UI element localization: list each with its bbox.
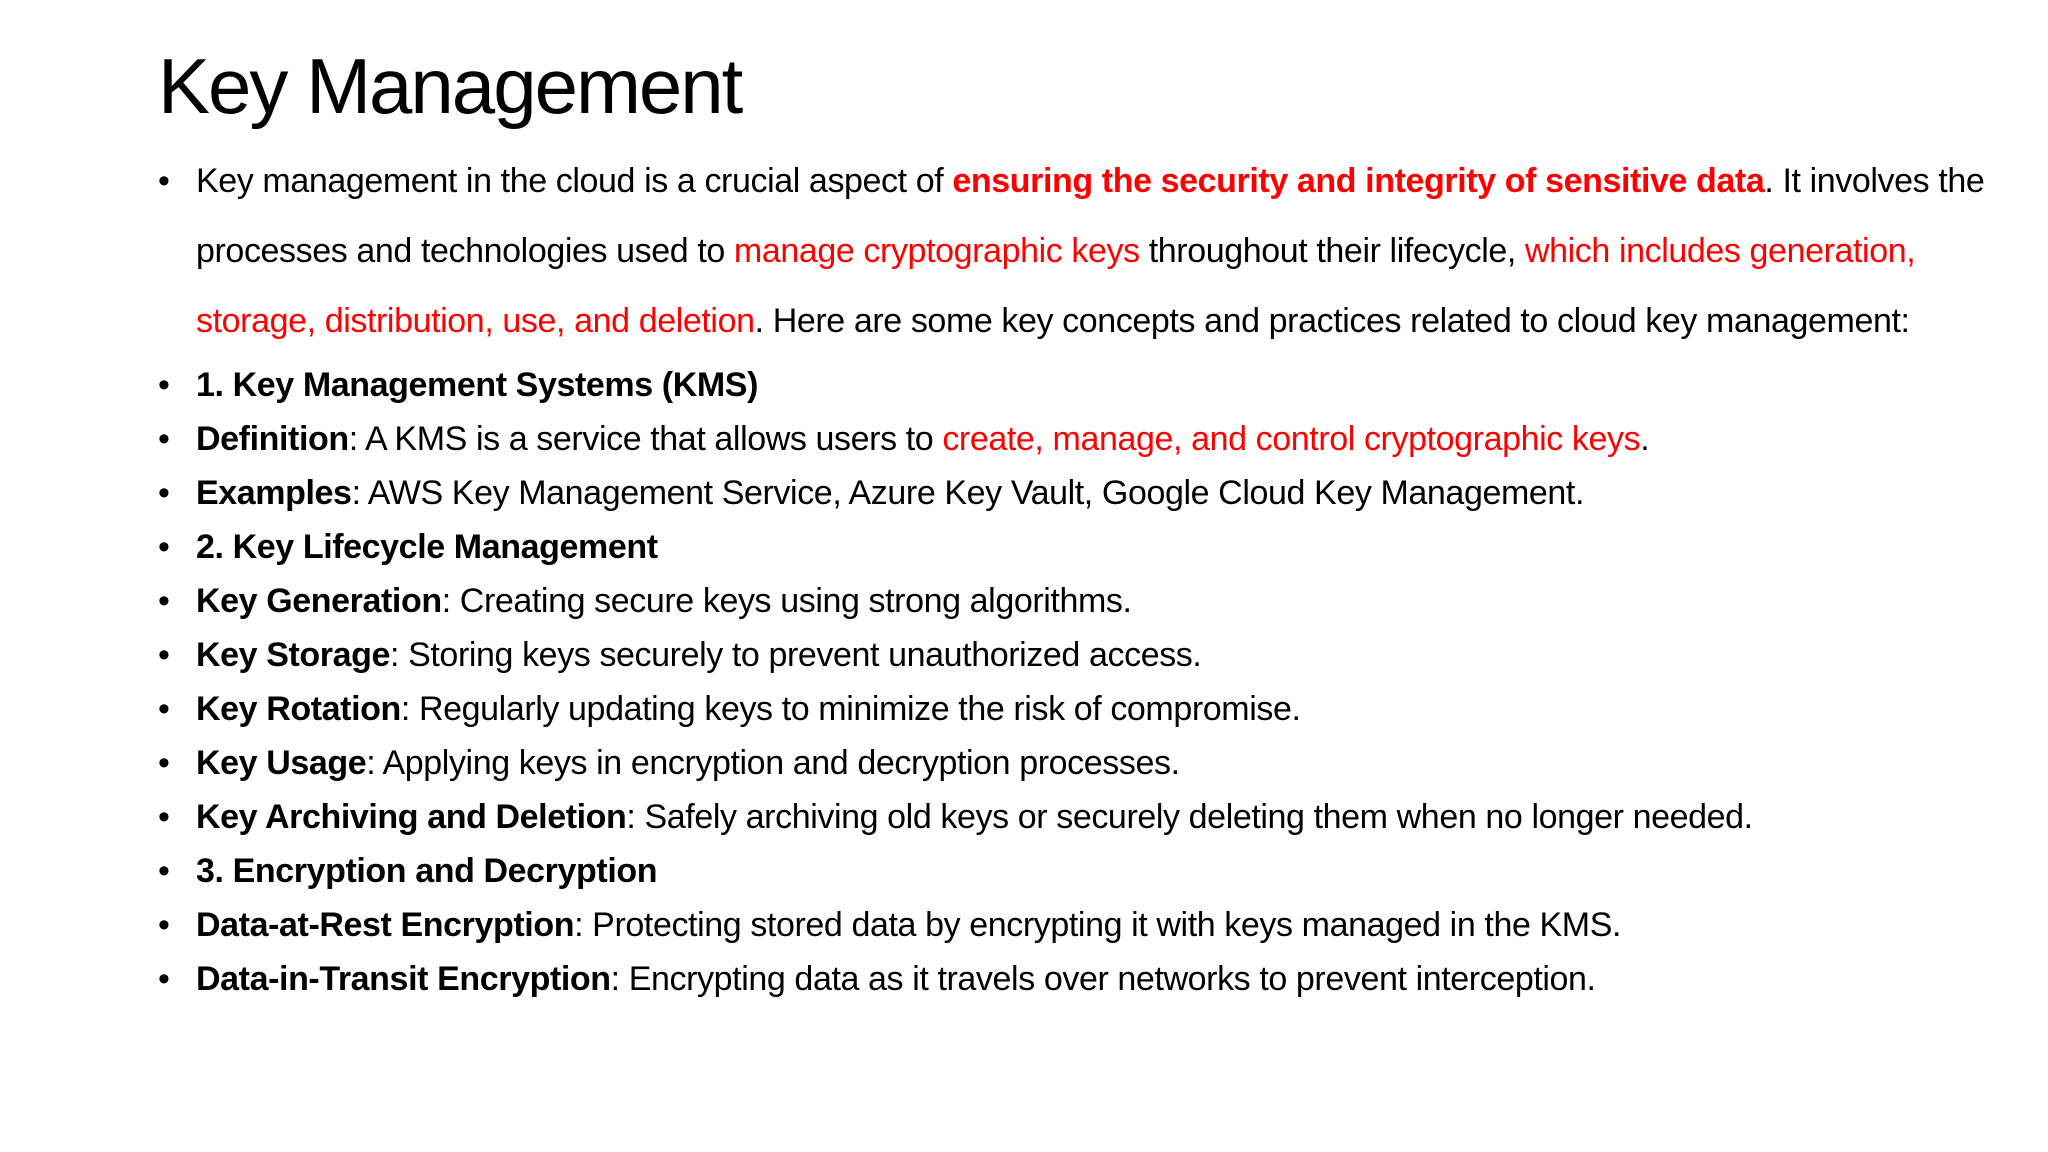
bullet-end: .	[1640, 420, 1650, 458]
bullet-text: : Creating secure keys using strong algorithms.	[441, 582, 1132, 620]
bullet-term: Key Usage	[196, 744, 367, 782]
bullet-kms-heading	[158, 358, 2018, 412]
bullet-key-storage	[158, 628, 2018, 682]
bullet-term: 1. Key Management Systems (KMS)	[196, 366, 758, 404]
bullet-text: : Applying keys in encryption and decryption processes.	[366, 744, 1180, 782]
bullet-term: Key Generation	[196, 582, 442, 620]
intro-text-3: throughout their lifecycle,	[1139, 232, 1525, 270]
bullet-examples	[158, 466, 2018, 520]
bullet-key-rotation	[158, 682, 2018, 736]
intro-highlight-security: ensuring the security and integrity of sensitive data	[952, 162, 1765, 200]
bullet-key-generation	[158, 574, 2018, 628]
bullet-term: 3. Encryption and Decryption	[196, 852, 658, 890]
bullet-term: 2. Key Lifecycle Management	[196, 528, 658, 566]
bullet-text: : Encrypting data as it travels over networks to prevent interception.	[610, 960, 1596, 998]
bullet-term: Definition	[196, 420, 349, 458]
bullet-text: : Regularly updating keys to minimize the risk of compromise.	[400, 690, 1301, 728]
bullet-highlight: create, manage, and control cryptographic keys	[942, 420, 1641, 458]
bullet-key-usage	[158, 736, 2018, 790]
intro-paragraph	[158, 146, 2018, 356]
bullet-key-archiving	[158, 790, 2018, 844]
bullet-definition	[158, 412, 2018, 466]
bullet-term: Key Rotation	[196, 690, 401, 728]
bullet-term: Data-in-Transit Encryption	[196, 960, 611, 998]
intro-highlight-lifecycle: which includes generation, storage, distribution, use, and deletion	[196, 232, 1916, 340]
bullet-text: : Safely archiving old keys or securely deleting them when no longer needed.	[626, 798, 1753, 836]
bullet-data-in-transit	[158, 952, 2018, 1006]
bullet-text: : Protecting stored data by encrypting it with keys managed in the KMS.	[574, 906, 1622, 944]
intro-text-1: Key management in the cloud is a crucial aspect of	[196, 162, 953, 200]
intro-highlight-manage-keys: manage cryptographic keys	[733, 232, 1140, 270]
intro-text-4: . Here are some key concepts and practices related to cloud key management:	[754, 302, 1910, 340]
bullet-encryption-heading	[158, 844, 2018, 898]
bullet-text: : Storing keys securely to prevent unauthorized access.	[390, 636, 1202, 674]
slide-title: Key Management	[158, 42, 742, 130]
intro-text-2: . It involves the processes and technologies used to	[196, 162, 1985, 270]
bullet-text: : A KMS is a service that allows users to	[348, 420, 943, 458]
bullet-lifecycle-heading	[158, 520, 2018, 574]
bullet-list	[158, 146, 2018, 1006]
bullet-term: Key Archiving and Deletion	[196, 798, 627, 836]
bullet-term: Key Storage	[196, 636, 391, 674]
bullet-term: Data-at-Rest Encryption	[196, 906, 575, 944]
bullet-term: Examples	[196, 474, 352, 512]
bullet-data-at-rest	[158, 898, 2018, 952]
bullet-text: : AWS Key Management Service, Azure Key Vault, Google Cloud Key Management.	[351, 474, 1584, 512]
